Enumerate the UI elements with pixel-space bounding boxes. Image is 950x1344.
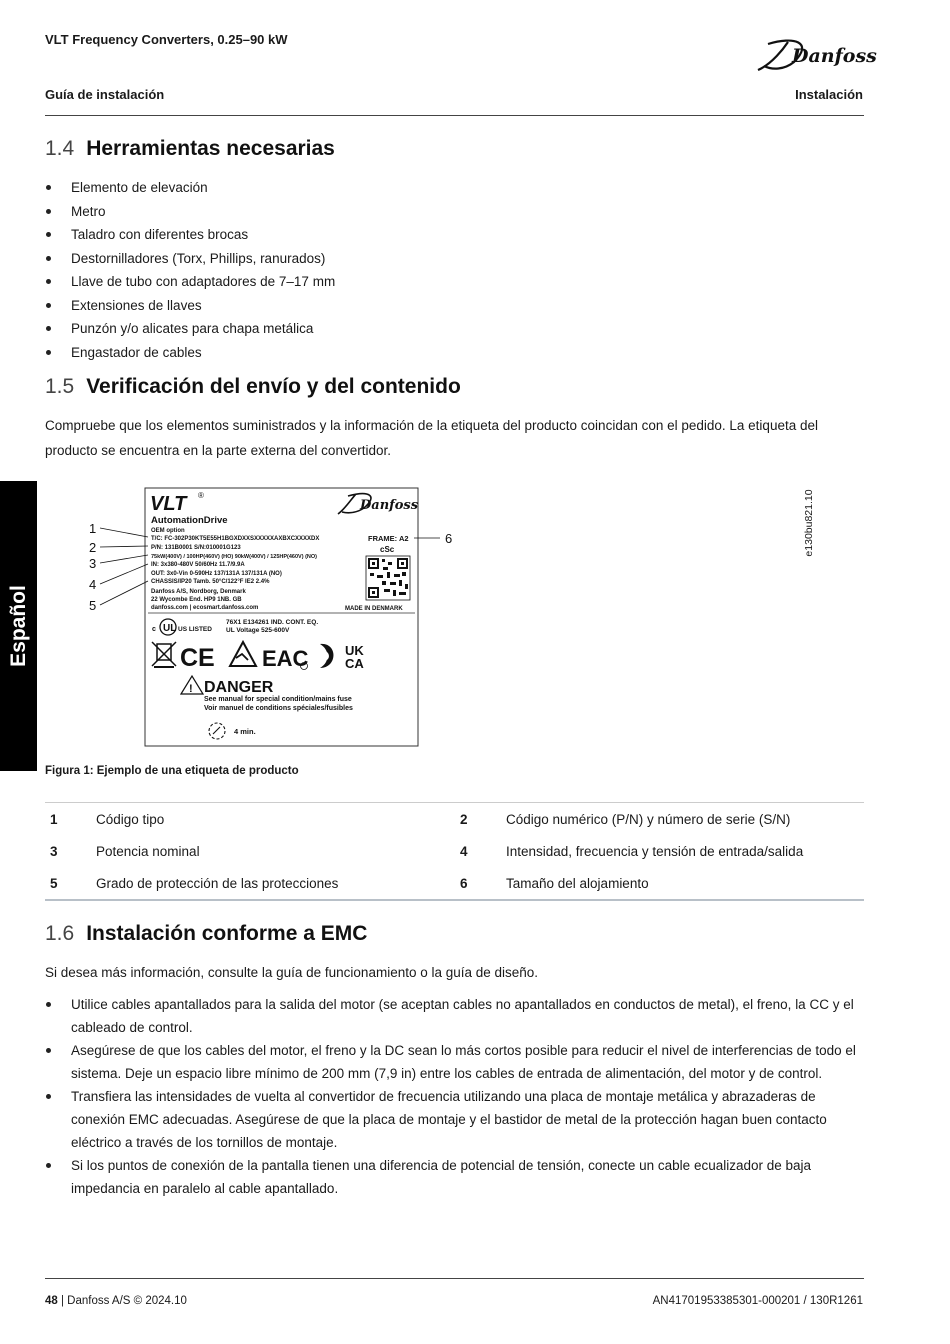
product-name: AutomationDrive: [151, 515, 228, 526]
callout-6: 6: [445, 531, 453, 546]
table-row: [45, 803, 864, 836]
footer-page-info: [45, 1295, 187, 1307]
product-label-figure: [80, 484, 460, 752]
callout-4: 4: [89, 577, 97, 592]
figure-code: [798, 488, 820, 558]
legend-number: 6: [460, 875, 468, 891]
table-row: [45, 835, 864, 868]
shipment-paragraph: Compruebe que los elementos suministrados y la información de la etiqueta del producto coincidan con el pedido. La etiqueta del producto se encuentra en la parte externa del convertidor.: [45, 418, 818, 458]
ukca-mark-bottom: CA: [345, 656, 364, 671]
section-number: 1.6: [45, 922, 75, 945]
label-line: OUT: 3x0-Vin 0-590Hz 137/131A 137/131A (NO): [151, 571, 282, 577]
list-item: Llave de tubo con adaptadores de 7–17 mm: [45, 270, 335, 294]
legend-table: [45, 802, 864, 901]
eac-mark-icon: EAC: [262, 646, 309, 671]
section-heading-1-4: [45, 137, 335, 161]
figure-code-text: e130bu821.10: [803, 489, 815, 557]
tools-list: [45, 176, 335, 364]
label-line: P/N: 131B0001 S/N:010001G123: [151, 545, 241, 551]
callout-2: 2: [89, 540, 97, 555]
frame-size: FRAME: A2: [368, 534, 409, 543]
section-title: Instalación conforme a EMC: [86, 922, 368, 945]
footer-divider: [45, 1278, 864, 1279]
danger-heading: DANGER: [204, 679, 274, 696]
list-item: Taladro con diferentes brocas: [45, 223, 335, 247]
list-item: Punzón y/o alicates para chapa metálica: [45, 317, 335, 341]
label-line: OEM option: [151, 528, 185, 534]
section-name: Instalación: [795, 87, 863, 102]
legend-number: 4: [460, 843, 468, 859]
danger-line-2: Voir manuel de conditions spéciales/fusibles: [204, 705, 353, 712]
label-line: T/C: FC-302P30KT5E55H1BGXDXXSXXXXXAXBXCXXXXDX: [151, 536, 320, 542]
section-number: 1.5: [45, 375, 75, 398]
list-item: Engastador de cables: [45, 341, 335, 365]
list-item: Elemento de elevación: [45, 176, 335, 200]
label-line: 75kW(400V) / 100HP(460V) (HO) 90kW(400V) / 125HP(460V) (NO): [151, 554, 317, 560]
footer-doc-id: AN41701953385301-000201 / 130R1261: [652, 1295, 863, 1307]
section-heading-1-5: [45, 375, 461, 399]
header-divider: [45, 115, 864, 116]
label-logo-wordmark: Danfoss: [360, 498, 419, 513]
logo-wordmark: Danfoss: [792, 45, 877, 67]
section-title: Verificación del envío y del contenido: [86, 375, 461, 398]
section-heading-1-6: [45, 922, 367, 946]
csc-mark: cSc: [380, 545, 395, 554]
legend-text: Tamaño del alojamiento: [506, 875, 649, 891]
legend-text: Potencia nominal: [96, 843, 200, 859]
list-item: Destornilladores (Torx, Phillips, ranurados): [45, 247, 335, 271]
label-line: 22 Wycombe End. HP9 1NB. GB: [151, 597, 242, 603]
label-line: Danfoss A/S, Nordborg, Denmark: [151, 589, 246, 595]
qr-code: [366, 556, 410, 600]
ukca-mark-top: UK: [345, 643, 364, 658]
danfoss-logo: [754, 34, 877, 76]
page-number: 48: [45, 1295, 58, 1307]
table-row: [45, 868, 864, 901]
made-in: MADE IN DENMARK: [345, 606, 403, 612]
legend-text: Grado de protección de las protecciones: [96, 875, 339, 891]
emc-intro: Si desea más información, consulte la guía de funcionamiento o la guía de diseño.: [45, 965, 539, 980]
callout-5: 5: [89, 598, 97, 613]
list-item: Extensiones de llaves: [45, 294, 335, 318]
legend-text: Código numérico (P/N) y número de serie (S/N): [506, 811, 791, 827]
svg-text:c: c: [152, 626, 156, 633]
list-item: Asegúrese de que los cables del motor, el freno y la DC sean lo más cortos posible para reducir el nivel de interferencias de todo el sistema. Deje un espacio libre mínimo de 200 mm (7,9 in) entre los cables de entrada de alimentación, del motor y de control.: [45, 1039, 860, 1085]
svg-text:US LISTED: US LISTED: [178, 626, 212, 633]
legend-number: 3: [50, 843, 58, 859]
emc-list: [45, 993, 860, 1200]
danger-line-1: See manual for special condition/mains fuse: [204, 696, 352, 703]
label-line: CHASSIS/IP20 Tamb. 50°C/122°F IE2 2.4%: [151, 579, 270, 585]
legend-number: 5: [50, 875, 58, 891]
ul-info-1: 76X1 E134261 IND. CONT. EQ.: [226, 619, 319, 626]
vlt-brand: VLT: [150, 493, 187, 515]
label-line: danfoss.com | ecosmart.danfoss.com: [151, 605, 259, 611]
ce-mark-icon: CE: [180, 644, 215, 672]
language-tab: [0, 481, 37, 771]
svg-text:UL: UL: [163, 623, 177, 634]
section-number: 1.4: [45, 137, 75, 160]
registered-mark: ®: [198, 491, 204, 500]
list-item: Transfiera las intensidades de vuelta al convertidor de frecuencia utilizando una placa de montaje metálica y abrazaderas de conexión EMC adecuadas. Asegúrese de que la placa de montaje y el bastidor de metal de la protección hagan buen contacto eléctrico a través de los tornillos de montaje.: [45, 1085, 860, 1154]
label-line: IN: 3x380-480V 50/60Hz 11.7/9.9A: [151, 562, 245, 568]
legend-text: Código tipo: [96, 811, 165, 827]
legend-text: Intensidad, frecuencia y tensión de entrada/salida: [506, 843, 804, 859]
ul-info-2: UL Voltage 525-600V: [226, 627, 290, 634]
figure-caption: Figura 1: Ejemplo de una etiqueta de producto: [45, 765, 299, 777]
list-item: Utilice cables apantallados para la salida del motor (se aceptan cables no apantallados en conductos de metal), el freno, la CC y el cableado de control.: [45, 993, 860, 1039]
discharge-time: 4 min.: [234, 727, 256, 736]
document-title: VLT Frequency Converters, 0.25–90 kW: [45, 32, 288, 47]
list-item: Metro: [45, 200, 335, 224]
legend-number: 1: [50, 811, 58, 827]
language-tab-label: Español: [6, 585, 30, 667]
callout-1: 1: [89, 521, 97, 536]
svg-text:!: !: [189, 683, 193, 695]
callout-3: 3: [89, 556, 97, 571]
section-title: Herramientas necesarias: [86, 137, 335, 160]
legend-number: 2: [460, 811, 468, 827]
guide-name: Guía de instalación: [45, 87, 165, 102]
list-item: Si los puntos de conexión de la pantalla tienen una diferencia de potencial de tensión, conecte un cable ecualizador de baja impedancia en paralelo al cable apantallado.: [45, 1154, 860, 1200]
footer-copyright: | Danfoss A/S © 2024.10: [57, 1295, 187, 1307]
